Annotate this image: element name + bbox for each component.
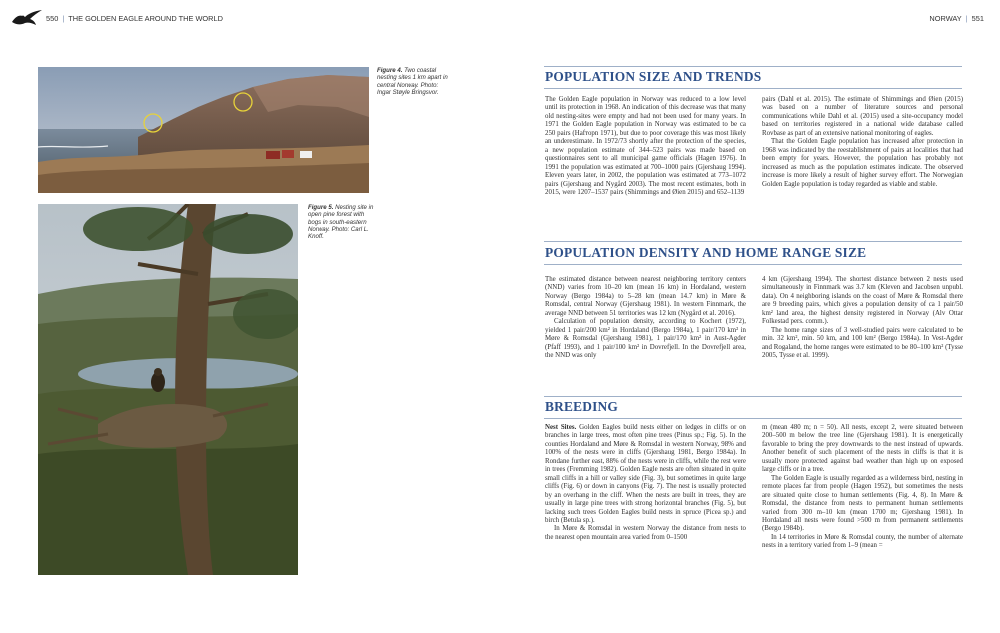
- figure-5-photo: [38, 204, 298, 575]
- population-size-body: [545, 96, 963, 234]
- paragraph: That the Golden Eagle population has increased after protection in 1968 was indicated by the reestablishment of pairs at localities that had been empty for years. However, the population has probably not increased as much as the population estimates indicate. The observed increase is more likely a result of higher survey effort. The Norwegian Golden Eagle population is today regarded as viable and stable.: [762, 138, 963, 188]
- left-page-header: [10, 8, 223, 28]
- paragraph: In Møre & Romsdal in western Norway the distance from nests to the nearest open mountain area varied from 0–1500: [545, 525, 746, 541]
- paragraph: The Golden Eagle is usually regarded as a wilderness bird, nesting in remote places far from people (Hagen 1952), but sometimes the nests are situated quite close to human settlements (Fig. 4, 8). In Møre & Romsdal, the distance from nests to permanent human settlements varied from 300 m–10 km (mean 1700 m; Gjershaug 1981). In Hordaland all nests were found >500 m from permanent settlements (Bergo 1984b).: [762, 474, 963, 533]
- right-page-header: [929, 8, 984, 28]
- section-rule: [544, 418, 962, 419]
- density-column-right: [762, 276, 963, 388]
- header-separator: |: [62, 13, 65, 23]
- breeding-column-right: [762, 424, 963, 586]
- breeding-heading: BREEDING: [545, 399, 619, 414]
- paragraph: m (mean 480 m; n = 50). All nests, except 2, were situated between 200–500 m below the tree line (Gjershaug 1981). It is energetically favorable to bring the prey downwards to the nest instead of upwards. Another benefit of such placement of the nests in cliffs is that it is usually more protected against bad weather than high up on exposed large cliffs or in a tree.: [762, 424, 963, 474]
- population-density-body: [545, 276, 963, 388]
- section-rule: [544, 241, 962, 242]
- paragraph: The home range sizes of 3 well-studied pairs were calculated to be min. 32 km², min. 50 km, and 100 km² (Bergo 1984a). In Vest-Agder and Rogaland, the home ranges were estimated to be 80–100 km² (Tysse 2005, Tysse et al. 1999).: [762, 326, 963, 360]
- section-rule: [544, 264, 962, 265]
- section-rule: [544, 88, 962, 89]
- figure-5-label: Figure 5.: [308, 204, 334, 211]
- population-density-heading: POPULATION DENSITY AND HOME RANGE SIZE: [545, 245, 867, 260]
- paragraph: 4 km (Gjershaug 1994). The shortest distance between 2 nests used simultaneously in Finnmark was 3.7 km (Kleven and Jacobsen unpubl. data). On 4 neighboring islands on the coast of Møre & Romsdal there are 9 breeding pairs, which gives a population density of ca 1 pair/50 km² land area, the highest density registered in Norway (Alv Ottar Folkestad pers. comm.).: [762, 276, 963, 326]
- paragraph: In 14 territories in Møre & Romsdal county, the number of alternate nests in a territory varied from 1–9 (mean =: [762, 533, 963, 550]
- paragraph: [545, 424, 746, 525]
- population-column-right: [762, 96, 963, 234]
- breeding-column-left: [545, 424, 746, 586]
- header-separator: |: [965, 13, 968, 23]
- left-page-number: 550: [46, 13, 59, 23]
- section-rule: [544, 396, 962, 397]
- population-column-left: [545, 96, 746, 234]
- eagle-logo-icon: [10, 8, 44, 28]
- figure-4-caption: [377, 67, 449, 96]
- density-column-left: [545, 276, 746, 388]
- section-rule: [544, 66, 962, 67]
- breeding-body: [545, 424, 963, 586]
- paragraph: The estimated distance between nearest neighboring territory centers (NND) varies from 10–20 km (mean 16 km) in Hordaland, western Norway (Bergo 1984a) to 5–28 km (mean 14.7 km) in Møre & Romsdal, central Norway (Gjershaug 1981). In western Finnmark, the average NND between 51 territories was 12 km (Nygård et al. 2016).: [545, 276, 746, 317]
- figure-5-caption-text: Nesting site in open pine forest with bogs in south-eastern Norway. Photo: Carl L. Knoff.: [308, 204, 374, 241]
- paragraph-text: Golden Eagles build nests either on ledges in cliffs or on branches in large trees, most often pine trees (Pinus sp.; Fig. 5). In the counties Hordaland and Møre & Romsdal in western Norway, 98% and 100% of the nests were in cliffs (Gjershaug 1981, Bergo 1984a). In Rondane further east, 88% of the nests were in cliffs, while the rest were in trees (Fremming 1982). Golden Eagle nests are often situated in quite small cliffs in a hill or valley side (Fig. 3), but sometimes in quite large cliffs (Fig. 6) or down in canyons (Fig. 7). The nest is usually protected by an overhang in the cliff. When the nests are built in trees, they are usually in large pine trees with strong horizontal branches (Fig. 5), but lacking such trees Golden Eagles build nests in spruce (Picea sp.) and birch (Betula sp.).: [545, 424, 746, 524]
- nest-sites-lead: Nest Sites.: [545, 424, 577, 431]
- left-running-title: THE GOLDEN EAGLE AROUND THE WORLD: [68, 13, 223, 23]
- figure-4-photo: [38, 67, 369, 193]
- figure-5-caption: [308, 204, 374, 240]
- population-size-heading: POPULATION SIZE AND TRENDS: [545, 69, 762, 84]
- paragraph: pairs (Dahl et al. 2015). The estimate of Shimmings and Øien (2015) was based on a number of literature sources and personal communications while Dahl et al. (2015) used a site-occupancy model based on territories registered in a national wide database called Rovbase as part of an extensive national monitoring of eagles.: [762, 96, 963, 137]
- right-running-title: NORWAY: [929, 13, 962, 23]
- paragraph: The Golden Eagle population in Norway was reduced to a low level until its protection in 1968. An indication of this decrease was that many old nesting-sites were empty and had not been used for many years. In 1971 the Golden Eagle population in Norway was estimated to be ca 250 pairs (Hafторn 1971), but due to poor coverage this was most likely an underestimate. In 1972/73 shortly after the protection of the species, a new population estimate of 344–523 pairs was made based on questionnaires sent to all municipal game officials (Hagen 1976). In 1991 the population was estimated at 700–1000 pairs (Gjershaug 1994). Eleven years later, in 2002, the population was estimated at 773–1072 pairs (Gjershaug and Nygård 2003). The most recent estimates, both in 2015, were 1207–1537 pairs (Shimmings and Øien 2015) and 652–1139: [545, 96, 746, 196]
- figure-4-label: Figure 4.: [377, 67, 403, 74]
- right-page-number: 551: [971, 13, 984, 23]
- paragraph: Calculation of population density, according to Kochert (1972), yielded 1 pair/200 km² in Hordaland (Bergo 1984a), 1 pair/170 km² in Møre & Romsdal (Gjershaug 1981), 1 pair/170 km² in Aust-Agder (Pfaff 1993), and 1 pair/100 km² in Dovrefjell. In the Dovrefjell area, the NND was only: [545, 318, 746, 360]
- figure-4-caption-text: Two coastal nesting sites 1 km apart in central Norway. Photo: Ingar Støyle Bringsvor.: [377, 67, 448, 96]
